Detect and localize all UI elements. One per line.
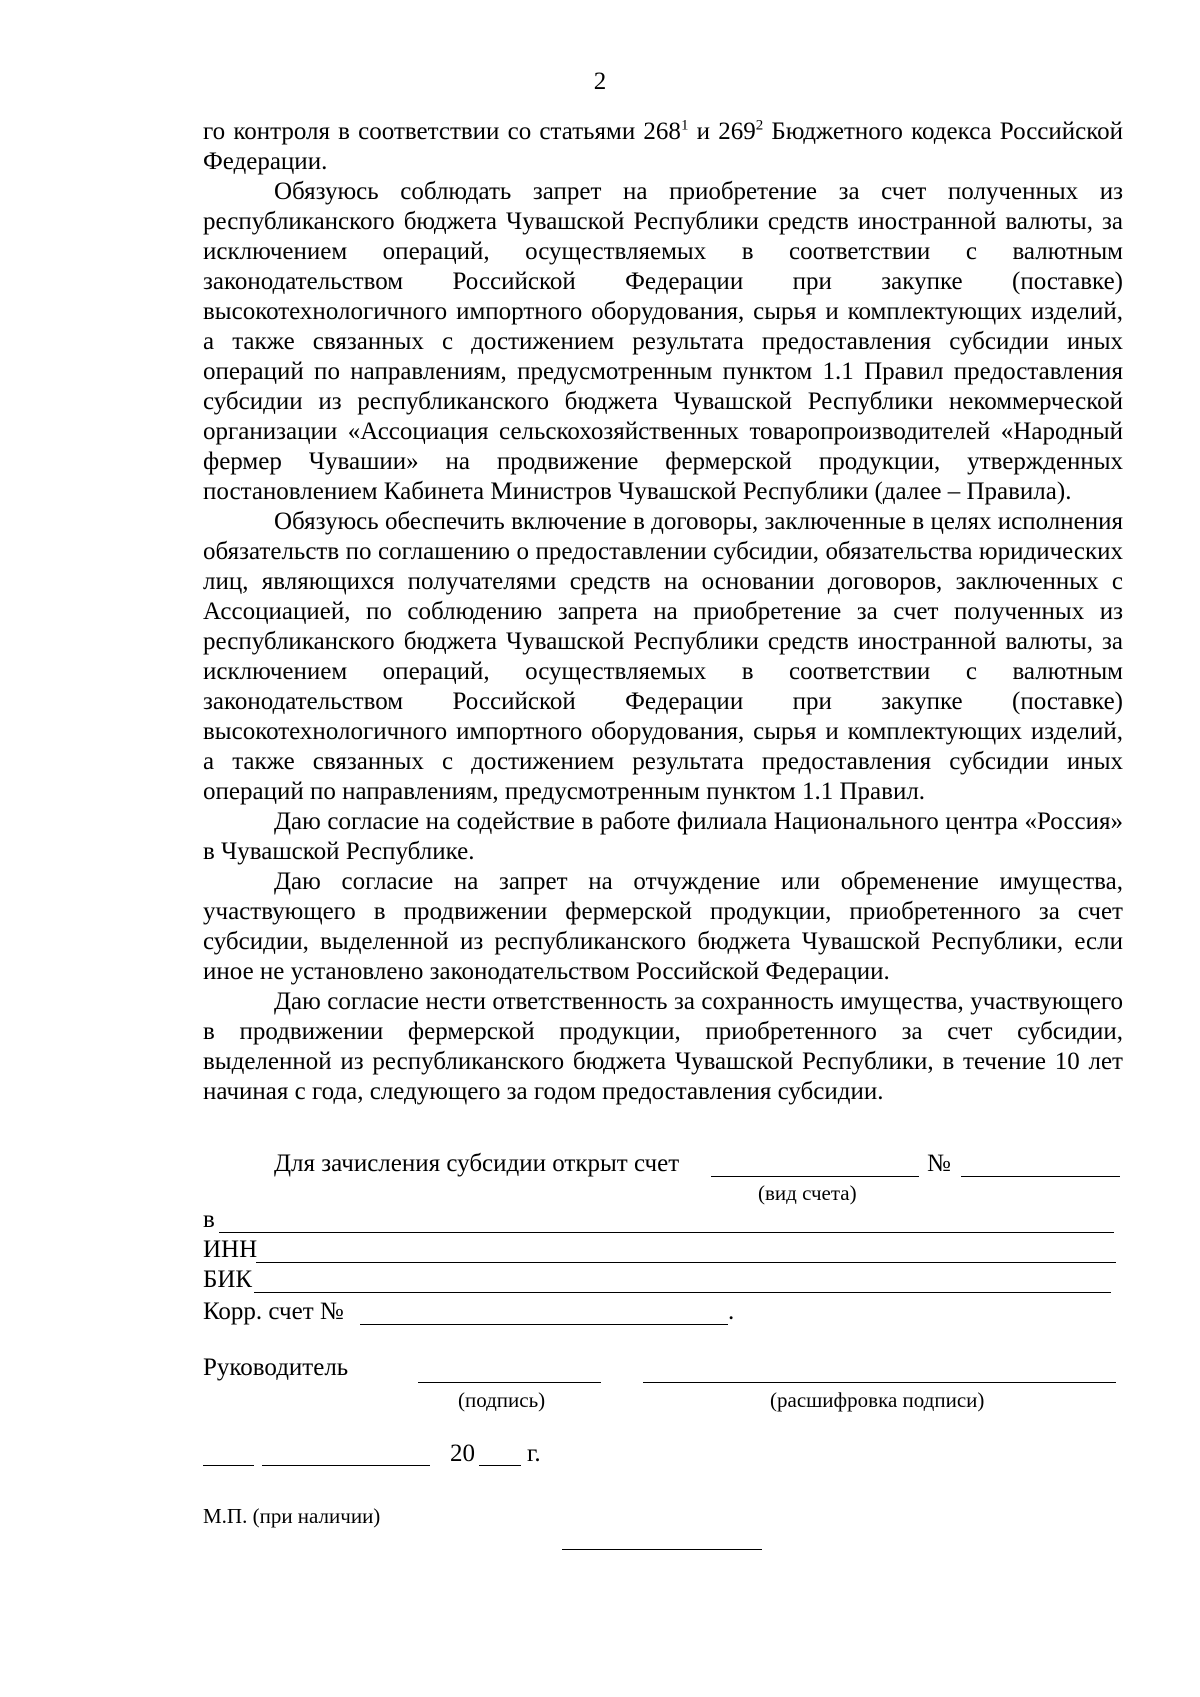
text-fragment: го контроля в соответствии со статьями 268	[203, 118, 681, 145]
superscript: 1	[680, 117, 689, 134]
date-day-line[interactable]	[203, 1465, 254, 1466]
corr-account-label: Корр. счет №	[203, 1298, 344, 1325]
bank-label: в	[203, 1206, 215, 1233]
page-number: 2	[593, 68, 607, 95]
signature-line[interactable]	[418, 1382, 601, 1383]
bik-label: БИК	[203, 1266, 253, 1293]
account-opened-label: Для зачисления субсидии открыт счет	[274, 1150, 680, 1177]
stamp-label: М.П. (при наличии)	[203, 1504, 381, 1528]
text-fragment: и 269	[688, 118, 756, 145]
date-year-suffix: г.	[527, 1440, 541, 1467]
paragraph-consent-center: Даю согласие на содействие в работе филиала Национального центра «Россия» в Чувашской Республике.	[203, 808, 1123, 865]
inn-label: ИНН	[203, 1236, 258, 1263]
account-type-line[interactable]	[711, 1176, 919, 1177]
number-sign: №	[927, 1150, 951, 1177]
paragraph-currency-ban: Обязуюсь соблюдать запрет на приобретение за счет полученных из республиканского бюджета Чувашской Республики средств иностранной валюты, за исключением операций, осуществляемых в соответствии с валютным законодательством Российской Федерации при закупке (поставке) высокотехнологичного импортного оборудования, сырья и комплектующих изделий, а также связанных с достижением результата предоставления субсидии иных операций по направлениям, предусмотренным пунктом 1.1 Правил предоставления субсидии из республиканского бюджета Чувашской Республики некоммерческой организации «Ассоциация сельскохозяйственных товаропроизводителей «Народный фермер Чувашии» на продвижение фермерской продукции, утвержденных постановлением Кабинета Министров Чувашской Республики (далее – Правила).	[203, 178, 1123, 505]
paragraph-contract-obligations: Обязуюсь обеспечить включение в договоры, заключенные в целях исполнения обязательств по соглашению о предоставлении субсидии, обязательства юридических лиц, являющихся получателями средств на основании договоров, заключенных с Ассоциацией, по соблюдению запрета на приобретение за счет полученных из республиканского бюджета Чувашской Республики средств иностранной валюты, за исключением операций, осуществляемых в соответствии с валютным законодательством Российской Федерации при закупке (поставке) высокотехнологичного импортного оборудования, сырья и комплектующих изделий, а также связанных с достижением результата предоставления субсидии иных операций по направлениям, предусмотренным пунктом 1.1 Правил.	[203, 508, 1123, 805]
date-year-prefix: 20	[450, 1440, 475, 1467]
signature-decoding-caption: (расшифровка подписи)	[770, 1388, 985, 1412]
text-fragment: Бюджетного кодекса Российской Федерации.	[203, 118, 1123, 175]
corr-account-end: .	[728, 1298, 735, 1325]
head-label: Руководитель	[203, 1354, 349, 1381]
document-body	[203, 117, 1123, 1107]
signature-caption: (подпись)	[458, 1388, 546, 1412]
superscript: 2	[755, 117, 764, 134]
corr-account-line[interactable]	[360, 1324, 728, 1325]
date-year-line[interactable]	[479, 1465, 521, 1466]
paragraph-consent-property: Даю согласие на запрет на отчуждение или обременение имущества, участвующего в продвижении фермерской продукции, приобретенного за счет субсидии, выделенной из республиканского бюджета Чувашской Республики, если иное не установлено законодательством Российской Федерации.	[203, 868, 1123, 985]
bank-line[interactable]	[219, 1232, 1114, 1233]
bik-line[interactable]	[254, 1292, 1111, 1293]
signature-decoding-line[interactable]	[643, 1382, 1116, 1383]
account-type-caption: (вид счета)	[758, 1181, 857, 1205]
closing-rule	[562, 1549, 762, 1550]
account-number-line[interactable]	[961, 1176, 1120, 1177]
inn-line[interactable]	[256, 1262, 1116, 1263]
paragraph-continuation	[203, 117, 1123, 177]
date-month-line[interactable]	[262, 1465, 430, 1466]
paragraph-consent-responsibility: Даю согласие нести ответственность за сохранность имущества, участвующего в продвижении фермерской продукции, приобретенного за счет субсидии, выделенной из республиканского бюджета Чувашской Республики, в течение 10 лет начиная с года, следующего за годом предоставления субсидии.	[203, 988, 1123, 1105]
